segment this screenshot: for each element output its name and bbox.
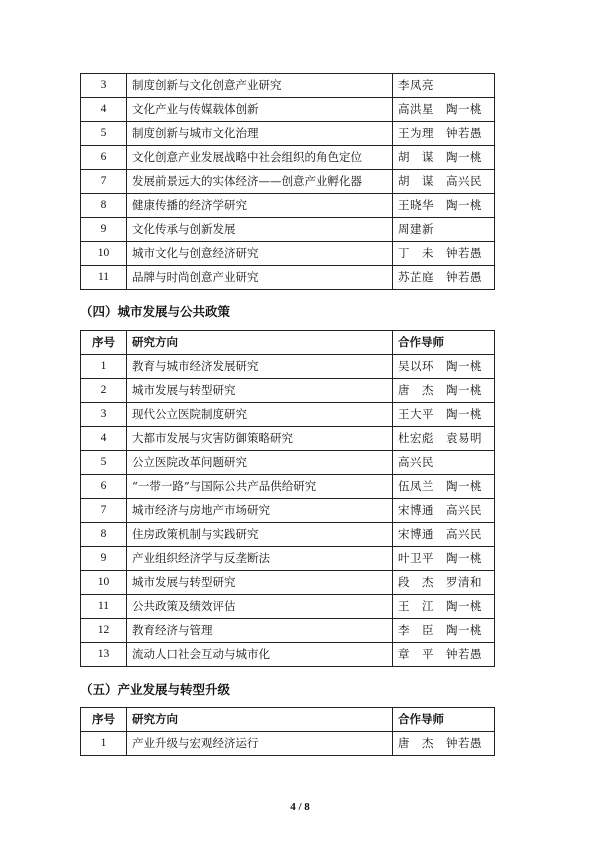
- row-number: 11: [81, 266, 127, 290]
- row-number: 4: [81, 427, 127, 451]
- row-number: 4: [81, 98, 127, 122]
- page-number: 4 / 8: [290, 801, 310, 813]
- row-number: 2: [81, 379, 127, 403]
- row-number: 7: [81, 499, 127, 523]
- supervisor-names: 章 平 钟若愚: [393, 643, 495, 667]
- row-number: 7: [81, 170, 127, 194]
- row-number: 6: [81, 475, 127, 499]
- supervisor-names: 李 臣 陶一桃: [393, 619, 495, 643]
- row-number: 6: [81, 146, 127, 170]
- table-row: [81, 595, 495, 619]
- table-row: [81, 427, 495, 451]
- supervisor-names: 高兴民: [393, 451, 495, 475]
- research-direction: 公共政策及绩效评估: [127, 595, 393, 619]
- table-row: [81, 170, 495, 194]
- table-row: [81, 403, 495, 427]
- supervisor-names: 李凤亮: [393, 74, 495, 98]
- table-body: [81, 74, 495, 290]
- row-number: 5: [81, 122, 127, 146]
- table-row: [81, 74, 495, 98]
- table-row: [81, 732, 495, 756]
- header-no: 序号: [81, 708, 127, 732]
- research-direction: “一带一路”与国际公共产品供给研究: [127, 475, 393, 499]
- table-row: [81, 194, 495, 218]
- research-direction: 流动人口社会互动与城市化: [127, 643, 393, 667]
- table-row: [81, 571, 495, 595]
- research-direction: 城市文化与创意经济研究: [127, 242, 393, 266]
- row-number: 13: [81, 643, 127, 667]
- section-heading-industry: （五）产业发展与转型升级: [80, 682, 231, 697]
- row-number: 1: [81, 355, 127, 379]
- research-table-culture: [80, 73, 495, 290]
- row-number: 9: [81, 547, 127, 571]
- supervisor-names: 段 杰 罗清和: [393, 571, 495, 595]
- row-number: 3: [81, 74, 127, 98]
- supervisor-names: 宋博通 高兴民: [393, 499, 495, 523]
- row-number: 10: [81, 571, 127, 595]
- header-direction: 研究方向: [127, 331, 393, 355]
- research-direction: 发展前景远大的实体经济——创意产业孵化器: [127, 170, 393, 194]
- research-direction: 大都市发展与灾害防御策略研究: [127, 427, 393, 451]
- row-number: 1: [81, 732, 127, 756]
- header-supervisor: 合作导师: [393, 708, 495, 732]
- table-row: [81, 547, 495, 571]
- table-row: [81, 379, 495, 403]
- supervisor-names: 杜宏彪 袁易明: [393, 427, 495, 451]
- research-direction: 产业升级与宏观经济运行: [127, 732, 393, 756]
- research-direction: 制度创新与文化创意产业研究: [127, 74, 393, 98]
- supervisor-names: 丁 未 钟若愚: [393, 242, 495, 266]
- research-direction: 城市经济与房地产市场研究: [127, 499, 393, 523]
- supervisor-names: 王为理 钟若愚: [393, 122, 495, 146]
- supervisor-names: 周建新: [393, 218, 495, 242]
- row-number: 12: [81, 619, 127, 643]
- row-number: 8: [81, 523, 127, 547]
- supervisor-names: 王大平 陶一桃: [393, 403, 495, 427]
- row-number: 3: [81, 403, 127, 427]
- research-direction: 教育与城市经济发展研究: [127, 355, 393, 379]
- table-row: [81, 242, 495, 266]
- research-direction: 城市发展与转型研究: [127, 571, 393, 595]
- supervisor-names: 唐 杰 钟若愚: [393, 732, 495, 756]
- supervisor-names: 高洪星 陶一桃: [393, 98, 495, 122]
- supervisor-names: 宋博通 高兴民: [393, 523, 495, 547]
- supervisor-names: 吴以环 陶一桃: [393, 355, 495, 379]
- supervisor-names: 叶卫平 陶一桃: [393, 547, 495, 571]
- row-number: 8: [81, 194, 127, 218]
- table-row: [81, 523, 495, 547]
- header-direction: 研究方向: [127, 708, 393, 732]
- row-number: 9: [81, 218, 127, 242]
- table-row: [81, 266, 495, 290]
- research-direction: 制度创新与城市文化治理: [127, 122, 393, 146]
- table-row: [81, 619, 495, 643]
- table-header-row: [81, 708, 495, 732]
- research-table-urban-policy: [80, 330, 495, 667]
- table-row: [81, 98, 495, 122]
- table-row: [81, 643, 495, 667]
- section-heading-urban-policy: （四）城市发展与公共政策: [80, 304, 231, 319]
- row-number: 5: [81, 451, 127, 475]
- table-row: [81, 122, 495, 146]
- table-row: [81, 146, 495, 170]
- supervisor-names: 王 江 陶一桃: [393, 595, 495, 619]
- research-direction: 现代公立医院制度研究: [127, 403, 393, 427]
- research-direction: 文化产业与传媒载体创新: [127, 98, 393, 122]
- row-number: 10: [81, 242, 127, 266]
- research-direction: 公立医院改革问题研究: [127, 451, 393, 475]
- table-body: [81, 732, 495, 756]
- research-direction: 健康传播的经济学研究: [127, 194, 393, 218]
- research-direction: 产业组织经济学与反垄断法: [127, 547, 393, 571]
- table-row: [81, 451, 495, 475]
- table-row: [81, 218, 495, 242]
- research-direction: 教育经济与管理: [127, 619, 393, 643]
- table-body: [81, 355, 495, 667]
- supervisor-names: 苏芷庭 钟若愚: [393, 266, 495, 290]
- header-supervisor: 合作导师: [393, 331, 495, 355]
- supervisor-names: 胡 谋 高兴民: [393, 170, 495, 194]
- table-row: [81, 355, 495, 379]
- research-table-industry: [80, 707, 495, 756]
- supervisor-names: 伍凤兰 陶一桃: [393, 475, 495, 499]
- research-direction: 城市发展与转型研究: [127, 379, 393, 403]
- supervisor-names: 胡 谋 陶一桃: [393, 146, 495, 170]
- header-no: 序号: [81, 331, 127, 355]
- table-row: [81, 499, 495, 523]
- research-direction: 文化传承与创新发展: [127, 218, 393, 242]
- research-direction: 住房政策机制与实践研究: [127, 523, 393, 547]
- research-direction: 文化创意产业发展战略中社会组织的角色定位: [127, 146, 393, 170]
- table-row: [81, 475, 495, 499]
- table-header-row: [81, 331, 495, 355]
- research-direction: 品牌与时尚创意产业研究: [127, 266, 393, 290]
- row-number: 11: [81, 595, 127, 619]
- supervisor-names: 王晓华 陶一桃: [393, 194, 495, 218]
- supervisor-names: 唐 杰 陶一桃: [393, 379, 495, 403]
